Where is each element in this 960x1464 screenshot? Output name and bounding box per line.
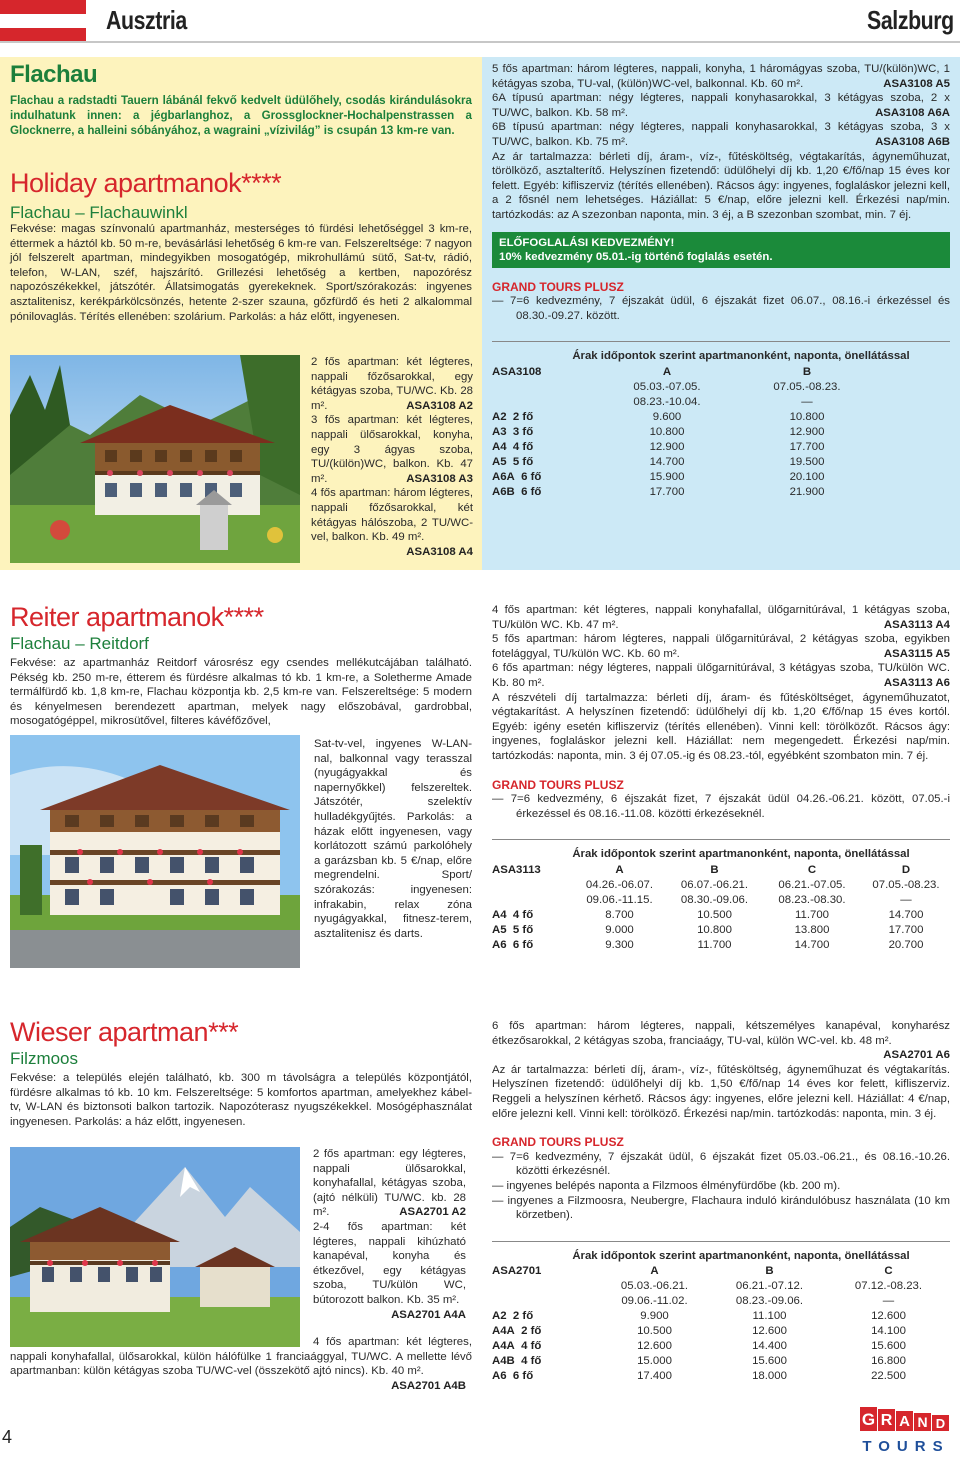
wieser-included: Az ár tartalmazza: bérleti díj, áram-, víz-, fűtésköltség, ágyneműhuzat és végtakarítás. Helyszínen fizetendő: üdülőhelyi díj kb. 1,50 €/fő/nap 14 éves kor felett, kifliszerviz. Reggeli a helyszínen kérhető. Rácsos ágy: ingyenes, előre jelezni kell. Háziállat: 4 €/nap, előre jelezni kell. Vinni kell: törölköző. Érkezési nap/min. tartózkodás: naponta, min. 3 éj. bbox=[492, 1063, 950, 1120]
wieser-house-photo bbox=[10, 1147, 300, 1347]
table-row: A6A 6 fő 15.900 20.100 bbox=[492, 470, 825, 483]
wieser-apartments-left bbox=[313, 1147, 466, 1322]
flachau-intro-block bbox=[10, 60, 472, 138]
wieser-heading bbox=[10, 1017, 472, 1069]
code-a6a: ASA3108 A6A bbox=[875, 106, 950, 119]
wieser-title: Wieser apartman*** bbox=[10, 1017, 239, 1047]
reiter-house-photo bbox=[10, 735, 300, 968]
wieser-subtitle: Filzmoos bbox=[10, 1049, 79, 1068]
wieser-right-column bbox=[492, 1019, 950, 1384]
code-reiter-a6: ASA3113 A6 bbox=[883, 676, 950, 689]
grand-tours-logo bbox=[858, 1405, 954, 1459]
reiter-apt4: 4 fős apartman: két légteres, nappali konyhafallal, ülőgarnitúrával, 1 kétágyas szoba, TU/külön WC. Kb. 47 m². ASA3113 A4 bbox=[492, 604, 950, 631]
holiday-apt3: 3 fős apartman: két légteres, nappali ülősarokkal, konyha, egy 3 ágyas szoba, TU/(külön)WC, balkon. Kb. 47 m². ASA3108 A3 bbox=[311, 414, 473, 485]
holiday-description: Fekvése: magas színvonalú apartmanház, mesterséges tó fürdési lehetőséggel 3 km-re, éttermek a háztól kb. 50 m-re, bevásárlási lehetőség 6 km-re van. Felszereltsége: 7 nagyon jól felszerelt apartman, mindegyikben mosogatógép, mikrohullámú sütő, Sat-tv, rádió, telefon, W-LAN, széf, hajszárító. Grillezési lehetőség a kertben, napozórész napozószékekkel, játszótér. Állatsimogatás gyerekeknek. Sport/szórakozás: ingyenes asztalitenisz, kerékpárkölcsönzés, hetente 2-szer szauna, gőzfürdő és heti 2 alkalommal pónilovaglás. Térítés ellenében: szolárium. Parkolás: a ház előtt, ingyenesen. bbox=[10, 223, 472, 323]
holiday-house-photo bbox=[10, 355, 300, 563]
reiter-description-2: Sat-tv-vel, ingyenes W-LAN-nal, balkonnal vagy terasszal (nyugágyakkal és napernyőkkel) felszereltek. Játszótér, szelektív hulladékgyűjtés. Parkolás: a házak előtt ingyenesen, vagy korlátozott számú parkolóhely a garázsban kb. 5 €/nap, előre megrendelni. Sport/ szórakozás: ingyenesen: infrakabin, relax zóna nyugágyakkal, fitnesz-terem, asztalitenisz és darts. bbox=[314, 738, 472, 940]
table-row: A4A 4 fő 12.600 14.400 15.600 bbox=[492, 1340, 906, 1353]
code-reiter-a4: ASA3113 A4 bbox=[883, 618, 950, 631]
table-row: A4 4 fő 8.700 10.500 11.700 14.700 bbox=[492, 908, 924, 921]
grand-tours-plus-item: — ingyenes a Filzmoosra, Neubergre, Flachaura induló kirándulóbusz használata (10 km körzetben). bbox=[492, 1194, 950, 1222]
page-number: 4 bbox=[2, 1427, 13, 1447]
svg-text:D: D bbox=[935, 1416, 946, 1431]
svg-text:N: N bbox=[917, 1414, 928, 1430]
reiter-apt5: 5 fős apartman: három légteres, nappali ülőgarnitúrával, 2 kétágyas szoba, egyikben fotelággyal, TU/külön WC. Kb. 60 m². ASA3115 A5 bbox=[492, 633, 950, 660]
country-title: Ausztria bbox=[106, 5, 187, 35]
holiday-apt6b: 6B típusú apartman: négy légteres, nappali konyhasarokkal, 3 kétágyas szoba, 3 x TU/WC, balkon. Kb. 75 m². ASA3108 A6B bbox=[492, 121, 950, 148]
holiday-apt4: 4 fős apartman: három légteres, nappali főzősarokkal, két kétágyas hálószoba, 2 TU/WC-vel, balkon. Kb. 49 m². ASA3108 A4 bbox=[311, 487, 473, 558]
holiday-subtitle: Flachau – Flachauwinkl bbox=[10, 203, 188, 222]
table-row: A4B 4 fő 15.000 15.600 16.800 bbox=[492, 1355, 906, 1368]
code-a3: ASA3108 A3 bbox=[406, 472, 473, 485]
code-a2: ASA3108 A2 bbox=[406, 399, 473, 412]
wieser-description: Fekvése: a település elején található, kb. 300 m távolságra a település központjától, fürdésre alkalmas tó kb. 10 km. Felszereltsége: 5 komfortos apartman, amelyekhez kábel-tv, W-LAN és biztonsoti balkon tartozik. Napozóterasz nyugszékekkel. Mosógéphasználat ingyenesen. Parkolás: a ház előtt, ingyenesen. bbox=[10, 1072, 472, 1128]
table-row: A5 5 fő 9.000 10.800 13.800 17.700 bbox=[492, 923, 924, 936]
svg-text:A: A bbox=[899, 1413, 910, 1430]
reiter-apt6: 6 fős apartman: négy légteres, nappali ülőgarnitúrával, 3 kétágyas szoba, TU/külön WC. Kb. 80 m². ASA3113 A6 bbox=[492, 662, 950, 689]
header-divider bbox=[0, 41, 960, 43]
wieser-apt6: 6 fős apartman: három légteres, nappali, kétszemélyes kanapéval, konyharész étkezősarokkal, 2 kétágyas szoba, franciaágy, TU-val, külön WC-vel. kb. 48 m². ASA2701 A6 bbox=[492, 1020, 950, 1062]
grand-tours-plus-item: — 7=6 kedvezmény, 6 éjszakát fizet, 7 éjszakát üdül 04.26.-06.21. között, 07.05.-i érkezéssel és 08.16.-11.08. közötti érkezéseknél. bbox=[492, 793, 950, 820]
place-title: Flachau bbox=[10, 61, 98, 88]
early-booking-text: 10% kedvezmény 05.01.-ig történő foglalás esetén. bbox=[499, 250, 773, 263]
reiter-subtitle: Flachau – Reitdorf bbox=[10, 634, 149, 653]
code-a5: ASA3108 A5 bbox=[883, 77, 950, 90]
code-wieser-a4a: ASA2701 A4A bbox=[391, 1308, 466, 1321]
holiday-price-table: ASA3108 A B 05.03.-07.05. 07.05.-08.23. 08.23.-10.04. — A2 2 fő 9.600 10.800 A3 3 fő 10.800 12.900 A4 4 fő 12.900 17.700 A5 5 fő 14.700 19.500 A6A 6 fő 15.900 20.100 A6B 6 fő 17.700 21.900 bbox=[492, 365, 950, 500]
holiday-included: Az ár tartalmazza: bérleti díj, áram-, víz-, fűtésköltség, végtakarítás, ágyneműhuzat, törölköző, asztalterítő. Helyszínen fizetendő: üdülőhelyi díj kb. 1,20 €/fő/nap 15 éves kor felett. Egyéb: kifliszerviz (térítés ellenében). Rácsos ágy: ingyenes, foglaláskor jelezni kell, a 2 fősnél nem lehetséges. Háziállat: 5 €/nap, előre jelezni kell. Érkezési nap/min. tartózkodás: az A szezonban naponta, min. 3 éj, a B szezonban szombat, min. 7 éj. bbox=[492, 150, 950, 221]
price-divider bbox=[492, 1241, 950, 1242]
holiday-apt2: 2 fős apartman: két légteres, nappali főzősarokkal, egy kétágyas szoba, TU/WC. Kb. 28 m². ASA3108 A2 bbox=[311, 356, 473, 412]
austrian-flag bbox=[0, 0, 86, 42]
wieser-apt4b: 4 fős apartman: két légteres, nappali konyhafallal, ülősarokkal, külön hálófülke 1 franciaággyal, TU/WC. A mellette lévő apartmanban: külön kétágyas szoba TU/WC-vel (összekötő ajtó nincs). Kb. 40 m². ASA2701 A4B bbox=[10, 1336, 472, 1392]
holiday-right-column bbox=[492, 62, 950, 500]
code-a4: ASA3108 A4 bbox=[406, 545, 473, 558]
wieser-price-table: ASA2701 A B C 05.03.-06.21. 06.21.-07.12. 07.12.-08.23. 09.06.-11.02. 08.23.-09.06. — A2 2 fő 9.900 11.100 12.600 A4A 2 fő 10.500 12.600 14.100 A4A 4 fő 12.600 14.400 15.600 A4B 4 fő 15.000 15.600 16.800 A6 6 fő 17.400 18.000 22.500 bbox=[492, 1264, 950, 1384]
svg-text:TOURS: TOURS bbox=[862, 1438, 950, 1455]
place-intro: Flachau a radstadti Tauern lábánál fekvő kedvelt üdülőhely, csodás kirándulásokra indulhatunk innen: a jégbarlanghoz, a Grossglockner-Hochalpenstrassen a Glocknerre, a halleini sóbányához, a wagraini „vízivilág” is csupán 13 km-re van. bbox=[10, 94, 472, 137]
table-row: A6 6 fő 17.400 18.000 22.500 bbox=[492, 1370, 906, 1383]
table-row: A5 5 fő 14.700 19.500 bbox=[492, 455, 825, 468]
grand-tours-plus-label: GRAND TOURS PLUSZ bbox=[492, 1135, 624, 1150]
code-wieser-a2: ASA2701 A2 bbox=[399, 1206, 466, 1219]
wieser-apt2: 2 fős apartman: egy légteres, nappali ülősarokkal, konyhafallal, kétágyas szoba, (ajtó nélküli) TU/WC. kb. 28 m². ASA2701 A2 bbox=[313, 1148, 466, 1219]
svg-text:R: R bbox=[880, 1412, 893, 1429]
table-row: A6 6 fő 9.300 11.700 14.700 20.700 bbox=[492, 938, 924, 951]
table-row: A2 2 fő 9.900 11.100 12.600 bbox=[492, 1310, 906, 1323]
price-divider bbox=[492, 341, 950, 342]
price-table-title: Árak időpontok szerint apartmanonként, naponta, önellátással bbox=[572, 848, 910, 861]
price-table-title: Árak időpontok szerint apartmanonként, naponta, önellátással bbox=[572, 350, 910, 363]
table-row: A6B 6 fő 17.700 21.900 bbox=[492, 485, 825, 498]
holiday-title: Holiday apartmanok**** bbox=[10, 168, 282, 198]
table-row: A4 4 fő 12.900 17.700 bbox=[492, 440, 825, 453]
reiter-title: Reiter apartmanok**** bbox=[10, 602, 264, 632]
code-wieser-a6: ASA2701 A6 bbox=[883, 1049, 950, 1062]
svg-text:G: G bbox=[861, 1410, 876, 1429]
table-row: A4A 2 fő 10.500 12.600 14.100 bbox=[492, 1325, 906, 1338]
reiter-heading bbox=[10, 602, 472, 654]
table-row: A2 2 fő 9.600 10.800 bbox=[492, 410, 825, 423]
early-booking-box bbox=[492, 232, 950, 268]
holiday-apt6a: 6A típusú apartman: négy légteres, nappali konyhasarokkal, 3 kétágyas szoba, 2 x TU/WC, balkon. Kb. 58 m². ASA3108 A6A bbox=[492, 92, 950, 119]
reiter-description-1: Fekvése: az apartmanház Reitdorf városrész egy csendes mellékutcájában található. Pékség kb. 250 m-re, étterem és fürdésre alkalmas tó kb. 1 km-re, a Soletherme Amade termálfürdő kb. 1,8 km-re, Flachau központja kb. 2,5 km-re van. Felszereltsége: 5 modern és kényelmesen berendezett apartman, melyek nagy előszobával, gardrobbal, mosogatógéppel, mikrosütővel, filteres kávéfőzővel, bbox=[10, 657, 472, 728]
grand-tours-plus-label: GRAND TOURS PLUSZ bbox=[492, 279, 624, 294]
grand-tours-plus-item: — 7=6 kedvezmény, 7 éjszakát üdül, 6 éjszakát fizet 05.03.-06.21., és 08.16.-10.26. közötti érkezésnél. bbox=[492, 1150, 950, 1178]
table-row: A3 3 fő 10.800 12.900 bbox=[492, 425, 825, 438]
grand-tours-plus-item: — 7=6 kedvezmény, 7 éjszakát üdül, 6 éjszakát fizet 06.07., 08.16.-i érkezéssel és 08.30.-09.27. között. bbox=[492, 295, 950, 322]
reiter-included: A részvételi díj tartalmazza: bérleti díj, áram- és fűtésköltséget, ágyneműhuzatot, végtakarítást. A helyszínen fizetendő: üdülőhelyi díj kb. 1,20 €/fő/nap 15 éves kortól. Egyéb: igény esetén kifliszerviz (térítés ellenében). Vinni kell: törölközőt. Rácsos ágy: ingyenes, foglaláskor jelezni kell. Háziállat: nem megengedett. Érkezési nap/min. tartózkodás: naponta, min. 3 éj 07.05.-ig és 08.23.-tól, egyébként szombaton min. 7 éj. bbox=[492, 691, 950, 762]
holiday-heading bbox=[10, 167, 472, 224]
region-title: Salzburg bbox=[867, 5, 954, 35]
holiday-apartments-left bbox=[311, 355, 473, 559]
price-table-title: Árak időpontok szerint apartmanonként, naponta, önellátással bbox=[572, 1249, 910, 1262]
holiday-apt5: 5 fős apartman: három légteres, nappali, konyha, 1 háromágyas szoba, TU/(külön)WC, 1 kétágyas szoba, TU-val, (külön)WC-vel, balkonnal. Kb. 60 m². ASA3108 A5 bbox=[492, 63, 950, 90]
price-divider bbox=[492, 839, 950, 840]
code-a6b: ASA3108 A6B bbox=[875, 135, 950, 148]
code-reiter-a5: ASA3115 A5 bbox=[883, 647, 950, 660]
reiter-price-table: ASA3113 A B C D 04.26.-06.07. 06.07.-06.21. 06.21.-07.05. 07.05.-08.23. 09.06.-11.15. 08.30.-09.06. 08.23.-08.30. — A4 4 fő 8.700 10.500 11.700 14.700 A5 5 fő 9.000 10.800 13.800 17.700 A6 6 fő 9.300 11.700 14.700 20.700 bbox=[492, 863, 950, 953]
code-wieser-a4b: ASA2701 A4B bbox=[391, 1379, 466, 1392]
reiter-right-column bbox=[492, 603, 950, 953]
grand-tours-plus-item: — ingyenes belépés naponta a Filzmoos élményfürdőbe (kb. 200 m). bbox=[492, 1179, 841, 1192]
early-booking-title: ELŐFOGLALÁSI KEDVEZMÉNY! bbox=[499, 236, 675, 249]
wieser-apt24: 2-4 fős apartman: két légteres, nappali kihúzható kanapéval, konyha és étkezővel, egy kétágyas szoba, TU/külön WC, bútorozott balkon. Kb. 35 m². ASA2701 A4A bbox=[313, 1220, 466, 1321]
grand-tours-plus-label: GRAND TOURS PLUSZ bbox=[492, 777, 624, 792]
